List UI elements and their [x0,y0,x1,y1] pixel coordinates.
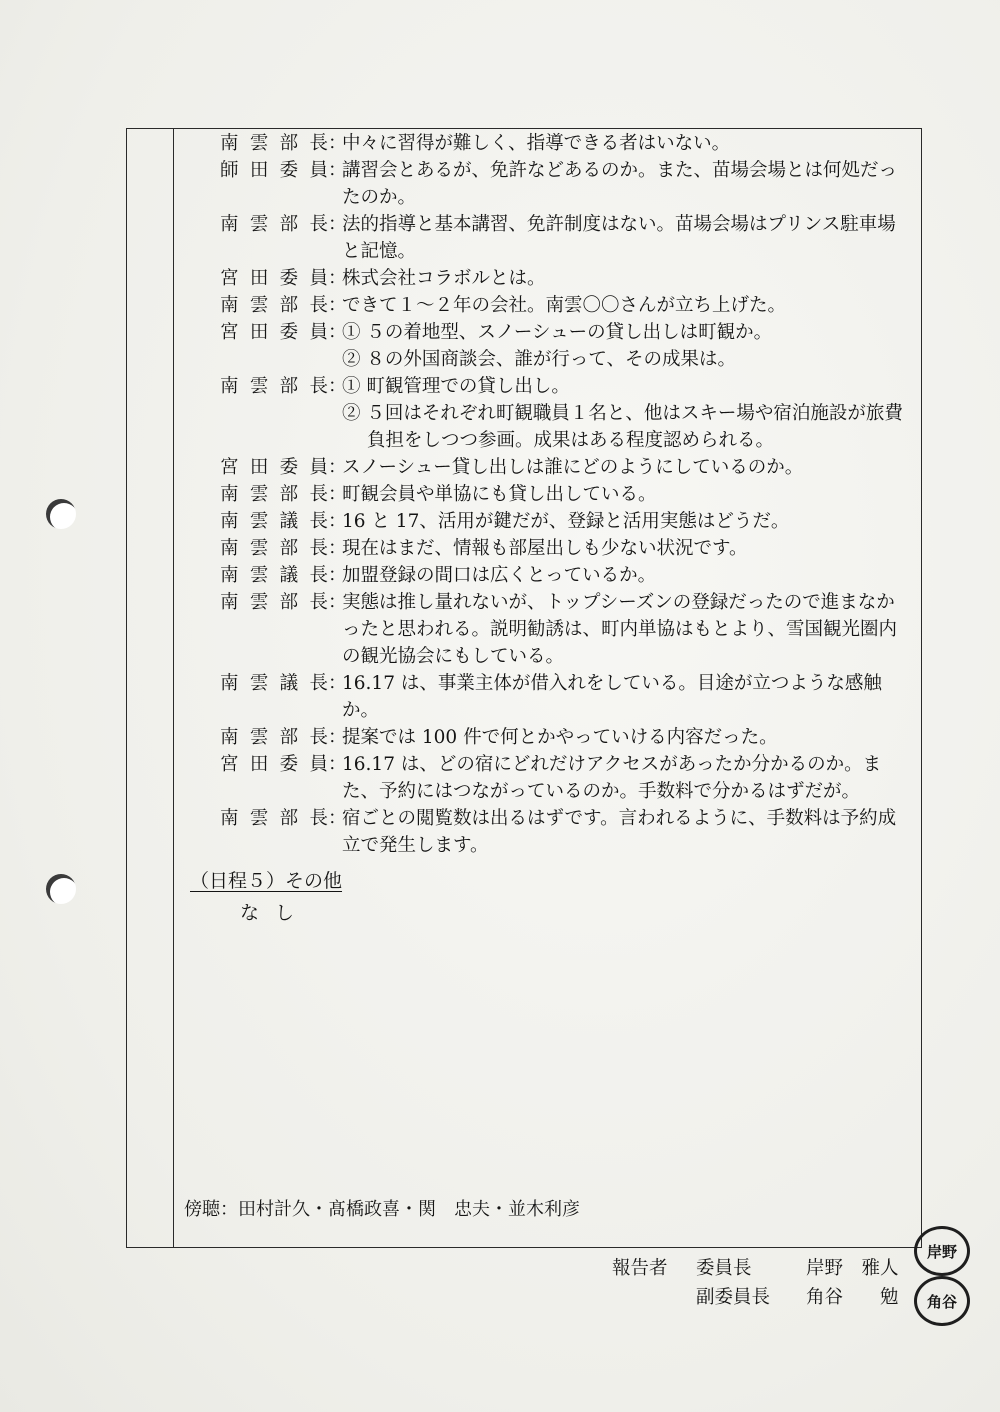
speech-line: できて１～２年の会社。南雲〇〇さんが立ち上げた。 [342,295,787,316]
speaker-name: 南雲部長 [220,592,328,613]
dialogue-entry [180,211,920,265]
speaker-name: 宮田委員 [220,322,328,343]
dialogue-entry [180,562,920,589]
speaker-colon: ： [328,268,347,289]
speech-text [342,670,920,724]
speaker-colon: ： [328,673,347,694]
speech-text [342,211,920,265]
speaker-name: 南雲部長 [220,727,328,748]
speaker-name: 南雲部長 [220,295,328,316]
vice-chair-title: 副委員長 [696,1287,771,1308]
speaker-colon: ： [328,484,347,505]
dialogue-entry [180,481,920,508]
dialogue-entry [180,508,920,535]
dialogue-entry [180,130,920,157]
speech-text [342,292,920,319]
speaker-colon: ： [328,754,347,775]
speaker-name: 宮田委員 [220,457,328,478]
speech-line: 宿ごとの閲覧数は出るはずです。言われるように、手数料は予約成立で発生します。 [342,808,897,856]
speech-line: スノーシュー貸し出しは誰にどのようにしているのか。 [342,457,804,478]
dialogue-entry [180,670,920,724]
numbered-point: ① ５の着地型、スノーシューの貸し出しは町観か。 [342,322,773,343]
speaker-name: 南雲部長 [220,214,328,235]
speech-text [342,562,920,589]
dialogue-entry [180,157,920,211]
chair-title: 委員長 [696,1258,752,1279]
speaker-colon: ： [328,808,347,829]
speech-line: 16.17 は、事業主体が借入れをしている。目途が立つような感触か。 [342,673,882,721]
speech-text [342,589,920,670]
speaker-name: 南雲議長 [220,673,328,694]
dialogue-entry [180,535,920,562]
speaker-name: 南雲議長 [220,511,328,532]
speaker-name: 南雲部長 [220,376,328,397]
speaker-colon: ： [328,727,347,748]
chair-name: 岸野 雅人 [806,1258,899,1279]
section-heading: （日程５）その他 [190,870,343,892]
speaker-colon: ： [328,295,347,316]
dialogue-entry [180,751,920,805]
speaker-name: 南雲部長 [220,133,328,154]
punch-hole [46,874,76,904]
speech-text [342,454,920,481]
seal-stamp: 角谷 [914,1276,970,1326]
speech-line: 実態は推し量れないが、トップシーズンの登録だったので進まなかったと思われる。説明勧誘は、町内単協はもとより、雪国観光圏内の観光協会にもしている。 [342,592,898,667]
minutes-dialogue [180,130,920,859]
dialogue-entry [180,724,920,751]
seal-stamp: 岸野 [914,1226,970,1276]
dialogue-entry [180,805,920,859]
numbered-point: ① 町観管理での貸し出し。 [342,376,570,397]
signature-row [612,1254,916,1283]
dialogue-entry [180,292,920,319]
speaker-name: 宮田委員 [220,754,328,775]
speaker-colon: ： [328,565,347,586]
speech-text [342,373,920,454]
signature-block [612,1254,916,1312]
dialogue-entry [180,319,920,373]
dialogue-entry [180,589,920,670]
speech-line: 16.17 は、どの宿にどれだけアクセスがあったか分かるのか。また、予約にはつながっているのか。手数料で分かるはずだが。 [342,754,882,802]
speaker-name: 南雲部長 [220,484,328,505]
dialogue-entry [180,373,920,454]
speaker-colon: ： [328,133,347,154]
speech-line: 現在はまだ、情報も部屋出しも少ない状況です。 [342,538,748,559]
speaker-colon: ： [328,538,347,559]
speech-line: 16 と 17、活用が鍵だが、登録と活用実態はどうだ。 [342,511,790,532]
speaker-colon: ： [328,214,347,235]
dialogue-entry [180,454,920,481]
speech-text [342,130,920,157]
speaker-colon: ： [328,457,347,478]
speaker-name: 南雲部長 [220,808,328,829]
speech-line: 町観会員や単協にも貸し出している。 [342,484,657,505]
speech-text [342,265,920,292]
speaker-name: 宮田委員 [220,268,328,289]
frame-divider [173,128,174,1248]
speech-line: 加盟登録の間口は広くとっているか。 [342,565,657,586]
punch-hole [46,499,76,529]
speech-line: 株式会社コラボルとは。 [342,268,546,289]
speaker-colon: ： [328,160,347,181]
speech-line: 法的指導と基本講習、免許制度はない。苗場会場はプリンス駐車場と記憶。 [342,214,896,262]
speech-text [342,481,920,508]
speech-text [342,724,920,751]
speech-text [342,535,920,562]
speaker-name: 師田委員 [220,160,328,181]
speech-line: 中々に習得が難しく、指導できる者はいない。 [342,133,731,154]
dialogue-entry [180,265,920,292]
speech-text [342,751,920,805]
speech-line: 講習会とあるが、免許などあるのか。また、苗場会場とは何処だったのか。 [342,160,898,208]
speech-line: 提案では 100 件で何とかやっていける内容だった。 [342,727,778,748]
speaker-name: 南雲議長 [220,565,328,586]
numbered-point: ② ８の外国商談会、誰が行って、その成果は。 [342,349,737,370]
vice-chair-name: 角谷 勉 [806,1287,899,1308]
speaker-colon: ： [328,322,347,343]
speaker-colon: ： [328,376,347,397]
audience-list: 傍聴：田村計久・髙橋政喜・関 忠夫・並木利彦 [184,1199,580,1220]
section-body: なし [240,902,311,924]
speaker-name: 南雲部長 [220,538,328,559]
speech-text [342,805,920,859]
speaker-colon: ： [328,592,347,613]
signature-row [612,1283,916,1312]
speaker-colon: ： [328,511,347,532]
reporter-label: 報告者 [612,1258,668,1279]
speech-text [342,319,920,373]
numbered-point: ② ５回はそれぞれ町観職員１名と、他はスキー場や宿泊施設が旅費負担をしつつ参画。成果はある程度認められる。 [342,403,903,451]
speech-text [342,157,920,211]
speech-text [342,508,920,535]
